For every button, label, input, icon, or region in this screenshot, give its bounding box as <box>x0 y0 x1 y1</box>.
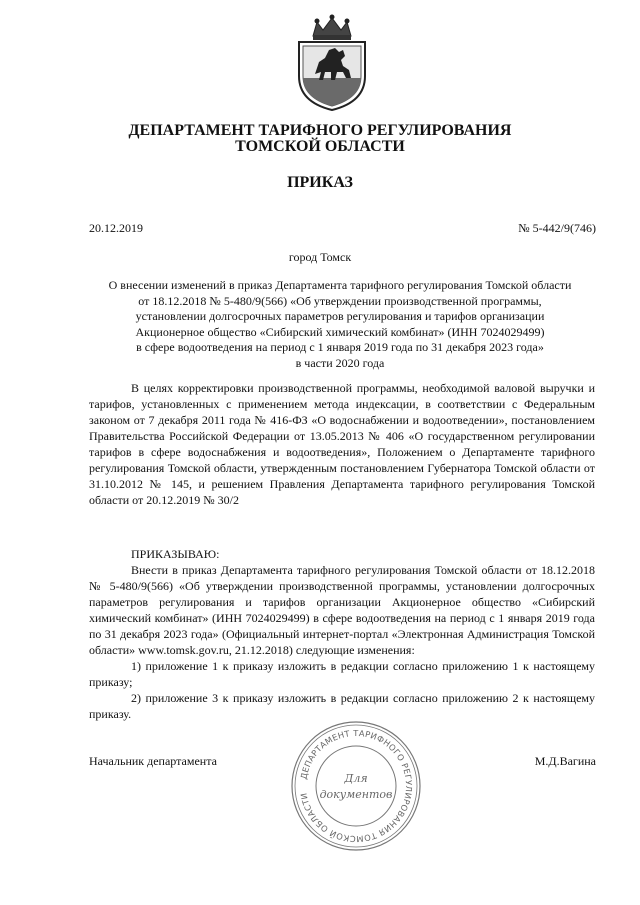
department-title-line1: ДЕПАРТАМЕНТ ТАРИФНОГО РЕГУЛИРОВАНИЯ <box>128 122 512 139</box>
subject-line: установлении долгосрочных параметров регулирования и тарифов организации <box>135 309 545 323</box>
subject-line: в сфере водоотведения на период с 1 января 2019 года по 31 декабря 2023 года» <box>136 340 544 354</box>
coat-of-arms-emblem <box>291 14 373 112</box>
signatory-position: Начальник департамента <box>89 754 217 768</box>
signatory-name: М.Д.Вагина <box>534 754 596 768</box>
order-item-paragraph: Внести в приказ Департамента тарифного регулирования Томской области от 18.12.2018 № 5-480/9(566) «Об утверждении производственной программы, установлении долгосрочных параметров регулирования и тарифов организации Акционерное общество «Сибирский химический комбинат» (ИНН 7024029499) в сфере водоотведения на период с 1 января 2019 года по 31 декабря 2023 года» (Официальный интернет-портал «Электронная Администрация Томской области» www.tomsk.gov.ru, 21.12.2018) следующие изменения: <box>89 563 595 657</box>
document-date: 20.12.2019 <box>89 221 143 235</box>
document-city: город Томск <box>288 250 352 264</box>
seal-center-line2: документов <box>319 788 393 801</box>
subitem-2-paragraph: 2) приложение 3 к приказу изложить в редакции согласно приложению 2 к настоящему приказу. <box>89 691 595 721</box>
subject-line: О внесении изменений в приказ Департамента тарифного регулирования Томской области <box>108 278 572 292</box>
department-title-line2: ТОМСКОЙ ОБЛАСТИ <box>235 138 405 155</box>
document-type-title: ПРИКАЗ <box>287 174 353 191</box>
order-word: ПРИКАЗЫВАЮ: <box>131 547 220 561</box>
seal-ring-text: ДЕПАРТАМЕНТ ТАРИФНОГО РЕГУЛИРОВАНИЯ ТОМСКОЙ ОБЛАСТИ <box>298 727 415 845</box>
subitem-1-paragraph: 1) приложение 1 к приказу изложить в редакции согласно приложению 1 к настоящему приказу; <box>89 659 595 689</box>
preamble-paragraph: В целях корректировки производственной программы, необходимой валовой выручки и тарифов, установленных с применением метода индексации, в соответствии с Федеральным законом от 7 декабря 2011 года № 416-ФЗ «О водоснабжении и водоотведении», постановлением Правительства Российской Федерации от 13.05.2013 № 406 «О государственном регулировании тарифов в сфере водоснабжения и водоотведения», Положением о Департаменте тарифного регулирования Томской области, утвержденным постановлением Губернатора Томской области от 31.10.2012 № 145, и решением Правления Департамента тарифного регулирования Томской области от 20.12.2019 № 30/2 <box>89 381 595 507</box>
subject-line: от 18.12.2018 № 5-480/9(566) «Об утверждении производственной программы, <box>138 293 542 308</box>
subject-line: Акционерное общество «Сибирский химический комбинат» (ИНН 7024029499) <box>135 324 545 339</box>
document-subject <box>86 278 594 371</box>
document-number: № 5-442/9(746) <box>518 221 596 235</box>
seal-center-line1: Для <box>344 772 368 785</box>
official-seal-stamp <box>286 716 426 856</box>
subject-line: в части 2020 года <box>295 355 385 370</box>
